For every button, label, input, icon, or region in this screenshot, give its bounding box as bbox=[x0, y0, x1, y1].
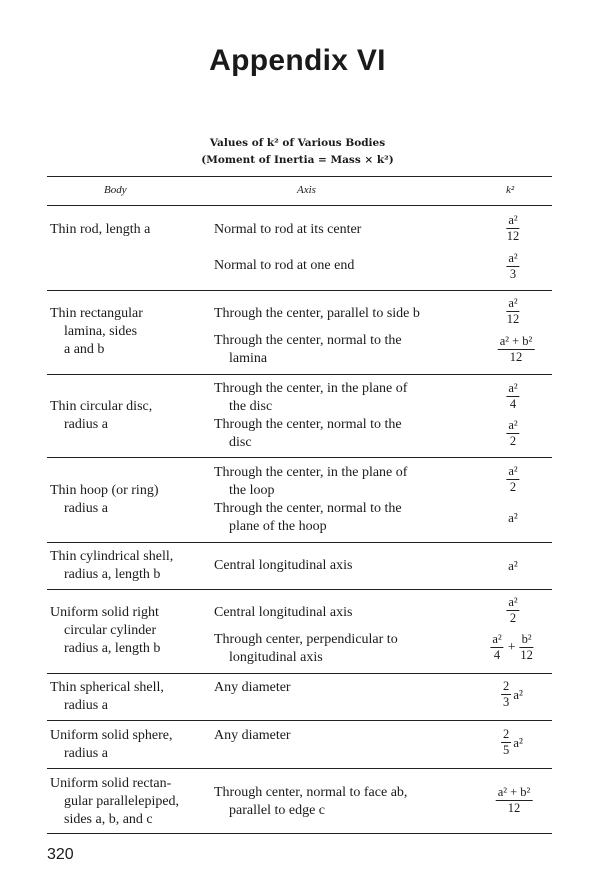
body-cell: radius a bbox=[64, 698, 108, 713]
k2-sum-expression: $\frac{\text{a²}}{4}$ + $\frac{\text{b²}}{12}$ bbox=[492, 632, 533, 662]
axis-cell: lamina bbox=[229, 351, 268, 366]
body-cell: lamina, sides bbox=[64, 324, 138, 339]
k2-value: a² bbox=[508, 558, 518, 573]
k2-fraction: $\frac{\text{a²}}{2}$ bbox=[508, 418, 518, 448]
row-divider bbox=[47, 589, 552, 590]
axis-cell: Through center, perpendicular to bbox=[214, 632, 398, 647]
body-cell: Thin rod, length a bbox=[50, 222, 151, 237]
k2-fraction: $\frac{\text{a²}}{4}$ bbox=[508, 381, 518, 411]
axis-cell: longitudinal axis bbox=[229, 650, 323, 665]
body-cell: circular cylinder bbox=[64, 623, 157, 638]
axis-cell: plane of the hoop bbox=[229, 519, 327, 534]
axis-cell: Normal to rod at its center bbox=[214, 222, 362, 237]
body-cell: Thin cylindrical shell, bbox=[50, 549, 174, 564]
axis-cell: parallel to edge c bbox=[229, 803, 326, 818]
body-cell: gular parallelepiped, bbox=[64, 794, 180, 809]
body-cell: radius a bbox=[64, 746, 108, 761]
table-bottom-rule bbox=[47, 833, 552, 834]
k2-expression: $\frac{2}{3}$ a² bbox=[503, 679, 523, 709]
axis-cell: Any diameter bbox=[214, 728, 291, 743]
table-subcaption: (Moment of Inertia = Mass × k²) bbox=[201, 154, 394, 166]
axis-cell: Through the center, normal to the bbox=[214, 333, 402, 348]
body-cell: a and b bbox=[64, 342, 105, 357]
body-cell: Uniform solid sphere, bbox=[50, 728, 173, 743]
k2-fraction: $\frac{\text{a²}}{2}$ bbox=[508, 464, 518, 494]
axis-cell: Through the center, parallel to side b bbox=[214, 306, 420, 321]
k2-fraction: $\frac{\text{a²}}{12}$ bbox=[506, 213, 520, 243]
axis-cell: Through the center, in the plane of bbox=[214, 381, 408, 396]
body-cell: Thin rectangular bbox=[50, 306, 143, 321]
body-cell: radius a bbox=[64, 417, 108, 432]
body-cell: Thin spherical shell, bbox=[50, 680, 164, 695]
axis-cell: Through center, normal to face ab, bbox=[214, 785, 408, 800]
table-top-rule bbox=[47, 176, 552, 177]
axis-cell: Central longitudinal axis bbox=[214, 605, 353, 620]
axis-cell: Normal to rod at one end bbox=[214, 258, 355, 273]
axis-cell: Through the center, normal to the bbox=[214, 501, 402, 516]
row-divider bbox=[47, 768, 552, 769]
k2-fraction: $\frac{\text{a²}}{2}$ bbox=[508, 595, 518, 625]
header-rule bbox=[47, 205, 552, 206]
row-divider bbox=[47, 374, 552, 375]
k2-fraction: $\frac{\text{a² + b²}}{12}$ bbox=[497, 785, 531, 815]
k2-value: a² bbox=[508, 510, 518, 525]
axis-cell: Through the center, normal to the bbox=[214, 417, 402, 432]
body-cell: Thin hoop (or ring) bbox=[50, 483, 159, 498]
body-cell: Thin circular disc, bbox=[50, 399, 153, 414]
row-divider bbox=[47, 290, 552, 291]
k2-expression: $\frac{2}{5}$ a² bbox=[503, 727, 523, 757]
row-divider bbox=[47, 720, 552, 721]
axis-cell: Central longitudinal axis bbox=[214, 558, 353, 573]
table-caption: Values of k² of Various Bodies bbox=[209, 137, 386, 149]
body-cell: Uniform solid right bbox=[50, 605, 159, 620]
k2-fraction: $\frac{\text{a² + b²}}{12}$ bbox=[499, 334, 533, 364]
column-header-axis: Axis bbox=[297, 184, 316, 196]
k2-fraction: $\frac{\text{a²}}{3}$ bbox=[508, 251, 518, 281]
body-cell: radius a bbox=[64, 501, 108, 516]
page-title: Appendix VI bbox=[209, 44, 386, 77]
page-number: 320 bbox=[47, 846, 74, 863]
k2-fraction: $\frac{\text{a²}}{12}$ bbox=[506, 296, 520, 326]
body-cell: Uniform solid rectan- bbox=[50, 776, 172, 791]
axis-cell: the disc bbox=[229, 399, 273, 414]
axis-cell: the loop bbox=[229, 483, 275, 498]
body-cell: radius a, length b bbox=[64, 567, 161, 582]
column-header-k2: k² bbox=[506, 184, 515, 196]
row-divider bbox=[47, 542, 552, 543]
row-divider bbox=[47, 673, 552, 674]
axis-cell: disc bbox=[229, 435, 252, 450]
column-header-body: Body bbox=[104, 184, 127, 196]
axis-cell: Any diameter bbox=[214, 680, 291, 695]
body-cell: radius a, length b bbox=[64, 641, 161, 656]
body-cell: sides a, b, and c bbox=[64, 812, 153, 827]
axis-cell: Through the center, in the plane of bbox=[214, 465, 408, 480]
row-divider bbox=[47, 457, 552, 458]
